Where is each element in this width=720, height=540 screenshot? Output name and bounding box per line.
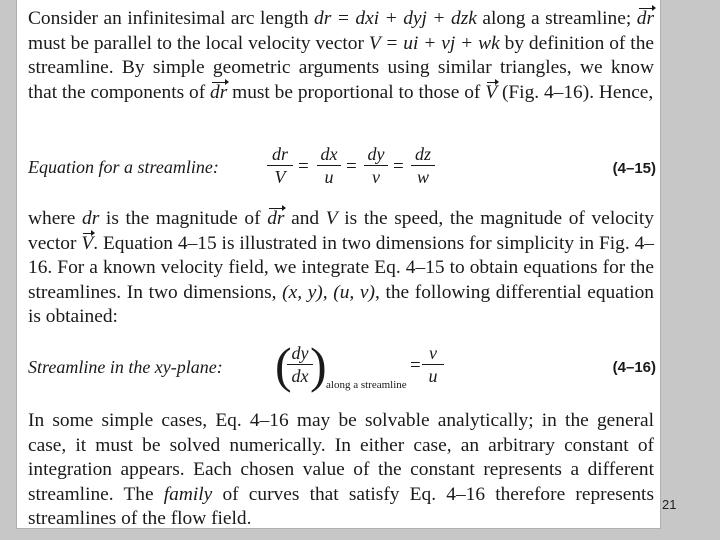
fraction-v-u [422, 343, 444, 386]
text-segment: where [28, 208, 83, 229]
numerator: v [429, 343, 437, 363]
denominator: u [428, 366, 438, 386]
fraction-dy-v [364, 144, 388, 187]
dr-magnitude: dr [82, 208, 100, 229]
velocity-vector-expression: V = ui + vj + wk [368, 32, 500, 54]
dr-vector: dr [267, 207, 284, 232]
denominator: u [324, 167, 334, 187]
textbook-page [17, 0, 660, 528]
velocity-vector: V [81, 232, 93, 257]
text-segment: must be parallel to the local velocity vector [28, 32, 369, 54]
fraction-dx-u [317, 144, 341, 187]
text-segment: must be proportional to those of [227, 81, 486, 103]
equation-label: Streamline in the xy-plane: [28, 357, 223, 377]
denominator: v [372, 167, 380, 187]
equals-sign: = [346, 156, 357, 177]
equation-label: Equation for a streamline: [28, 157, 219, 177]
speed-symbol: V [325, 208, 338, 229]
numerator: dx [320, 144, 338, 164]
equation-number: (4–15) [612, 160, 656, 177]
paragraph-streamline-solutions [28, 409, 654, 532]
text-segment: by definition of the streamline. By simple geometric arguments using similar triangles, we know that the components of [28, 32, 654, 103]
text-segment: , the following differential equation is obtained: [28, 281, 654, 327]
velocity-vector: V [485, 81, 497, 106]
numerator: dy [367, 144, 385, 164]
text-segment: is the speed, the magnitude of velocity vector [28, 208, 654, 254]
left-parenthesis: ( [275, 337, 292, 393]
numerator: dz [414, 144, 431, 164]
paragraph-streamline-integration [28, 207, 654, 330]
text-segment: is the magnitude of [99, 208, 268, 229]
text-segment: (Fig. 4–16). Hence, [497, 81, 654, 103]
text-segment: Consider an infinitesimal arc length [28, 8, 315, 29]
subscript-along-streamline: along a streamline [326, 379, 407, 391]
dr-vector: dr [637, 7, 654, 32]
dr-vector: dr [210, 81, 227, 106]
fraction-dr-V [267, 144, 293, 187]
equals-sign: = [393, 156, 404, 177]
denominator: V [274, 167, 286, 187]
denominator: dx [291, 366, 309, 386]
slide-page-number: 21 [662, 497, 677, 512]
family-emphasis: family [163, 483, 213, 505]
paragraph-streamline-definition [28, 7, 654, 105]
numerator: dy [291, 343, 309, 363]
text-segment: In some simple cases, Eq. 4–16 may be solvable analytically; in the general case, it must be solved numerically. In either case, an arbitrary constant of integration appears. Each chosen value of the constant represents a different streamline. The [28, 410, 654, 505]
coordinate-pairs: (x, y), (u, v) [282, 281, 375, 303]
text-segment: of curves that satisfy Eq. 4–16 therefore represents streamlines of the flow field. [28, 483, 654, 529]
equals-sign: = [410, 355, 421, 376]
right-parenthesis: ) [310, 337, 327, 393]
denominator: w [416, 167, 429, 187]
arc-length-expression: dr = dxi + dyj + dzk [314, 8, 477, 29]
text-segment: and [284, 208, 326, 229]
equals-sign: = [298, 156, 309, 177]
equation-number: (4–16) [612, 359, 656, 376]
fraction-dz-w [411, 144, 435, 187]
text-segment: along a streamline; [476, 8, 637, 29]
text-segment: . Equation 4–15 is illustrated in two dimensions for simplicity in Fig. 4–16. For a known velocity field, we integrate Eq. 4–15 to obtain equations for the streamlines. In two dimensions, [28, 232, 655, 303]
numerator: dr [271, 144, 288, 164]
